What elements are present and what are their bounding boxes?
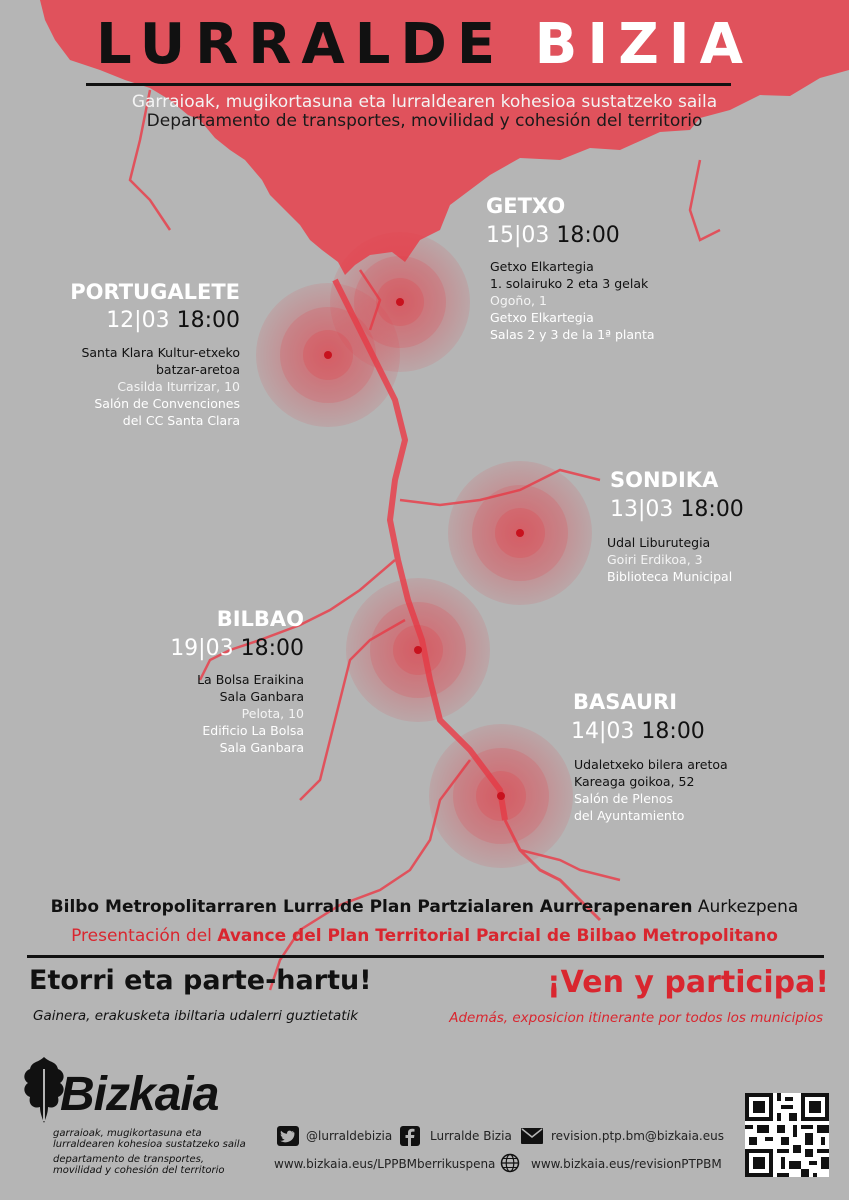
town-basauri: BASAURI [573, 690, 678, 714]
title-word-1: LURRALDE [96, 12, 506, 77]
website-spanish[interactable]: www.bizkaia.eus/revisionPTPBM [531, 1157, 722, 1171]
venue-getxo: Getxo Elkartegia 1. solairuko 2 eta 3 gelak Ogoño, 1 Getxo Elkartegia Salas 2 y 3 de la 1ª planta [490, 259, 655, 342]
cta-spanish-sub: Además, exposicion itinerante por todos los municipios [449, 1010, 823, 1026]
venue-sondika: Udal Liburutegia Goiri Erdikoa, 3 Biblioteca Municipal [607, 535, 733, 584]
target-bilbao [346, 578, 490, 722]
section-divider [27, 955, 824, 958]
globe-icon [500, 1153, 520, 1173]
date-portugalete: 12|03 18:00 [106, 308, 240, 333]
title-word-2: BIZIA [534, 12, 753, 77]
twitter-icon[interactable] [277, 1126, 299, 1146]
subtitle-spanish: Departamento de transportes, movilidad y cohesión del territorio [146, 111, 703, 131]
subtitle-basque: Garraioak, mugikortasuna eta lurraldearen kohesioa sustatzeko saila [131, 92, 718, 112]
bizkaia-logo-text: Bizkaia [60, 1068, 219, 1121]
department-spanish: departamento de transportes, movilidad y cohesión del territorio [53, 1154, 225, 1176]
department-basque: garraioak, mugikortasuna eta lurraldearen kohesioa sustatzeko saila [53, 1128, 246, 1150]
email-address[interactable]: revision.ptp.bm@bizkaia.eus [551, 1129, 724, 1143]
date-bilbao: 19|03 18:00 [170, 636, 304, 661]
target-basauri [429, 724, 573, 868]
town-bilbao: BILBAO [216, 607, 304, 631]
venue-basauri: Udaletxeko bilera aretoa Kareaga goikoa, 52 Salón de Plenos del Ayuntamiento [574, 757, 728, 823]
qr-code[interactable] [745, 1093, 829, 1177]
venue-bilbao: La Bolsa Eraikina Sala Ganbara Pelota, 10 Edificio La Bolsa Sala Ganbara [197, 672, 304, 755]
date-getxo: 15|03 18:00 [486, 223, 620, 248]
mail-icon[interactable] [521, 1128, 543, 1144]
cta-basque: Etorri eta parte-hartu! [29, 965, 372, 996]
facebook-icon[interactable] [400, 1126, 420, 1146]
town-sondika: SONDIKA [610, 468, 719, 492]
target-portugalete [256, 283, 400, 427]
poster-title [0, 12, 849, 77]
town-getxo: GETXO [486, 194, 566, 218]
date-sondika: 13|03 18:00 [610, 497, 744, 522]
twitter-handle[interactable]: @lurraldebizia [306, 1129, 393, 1143]
target-sondika [448, 461, 592, 605]
presentation-basque: Bilbo Metropolitarraren Lurralde Plan Partzialaren Aurrerapenaren Aurkezpena [50, 897, 799, 917]
facebook-page[interactable]: Lurralde Bizia [430, 1129, 512, 1143]
cta-basque-sub: Gainera, erakusketa ibiltaria udalerri guztietatik [33, 1008, 359, 1024]
cta-spanish: ¡Ven y participa! [546, 965, 829, 1000]
title-divider [86, 83, 731, 86]
venue-portugalete: Santa Klara Kultur-etxeko batzar-aretoa Casilda Iturrizar, 10 Salón de Convenciones del CC Santa Clara [81, 345, 240, 428]
date-basauri: 14|03 18:00 [571, 719, 705, 744]
website-basque[interactable]: www.bizkaia.eus/LPPBMberrikuspena [274, 1157, 496, 1171]
town-portugalete: PORTUGALETE [70, 280, 240, 304]
presentation-spanish: Presentación del Avance del Plan Territorial Parcial de Bilbao Metropolitano [71, 926, 778, 946]
